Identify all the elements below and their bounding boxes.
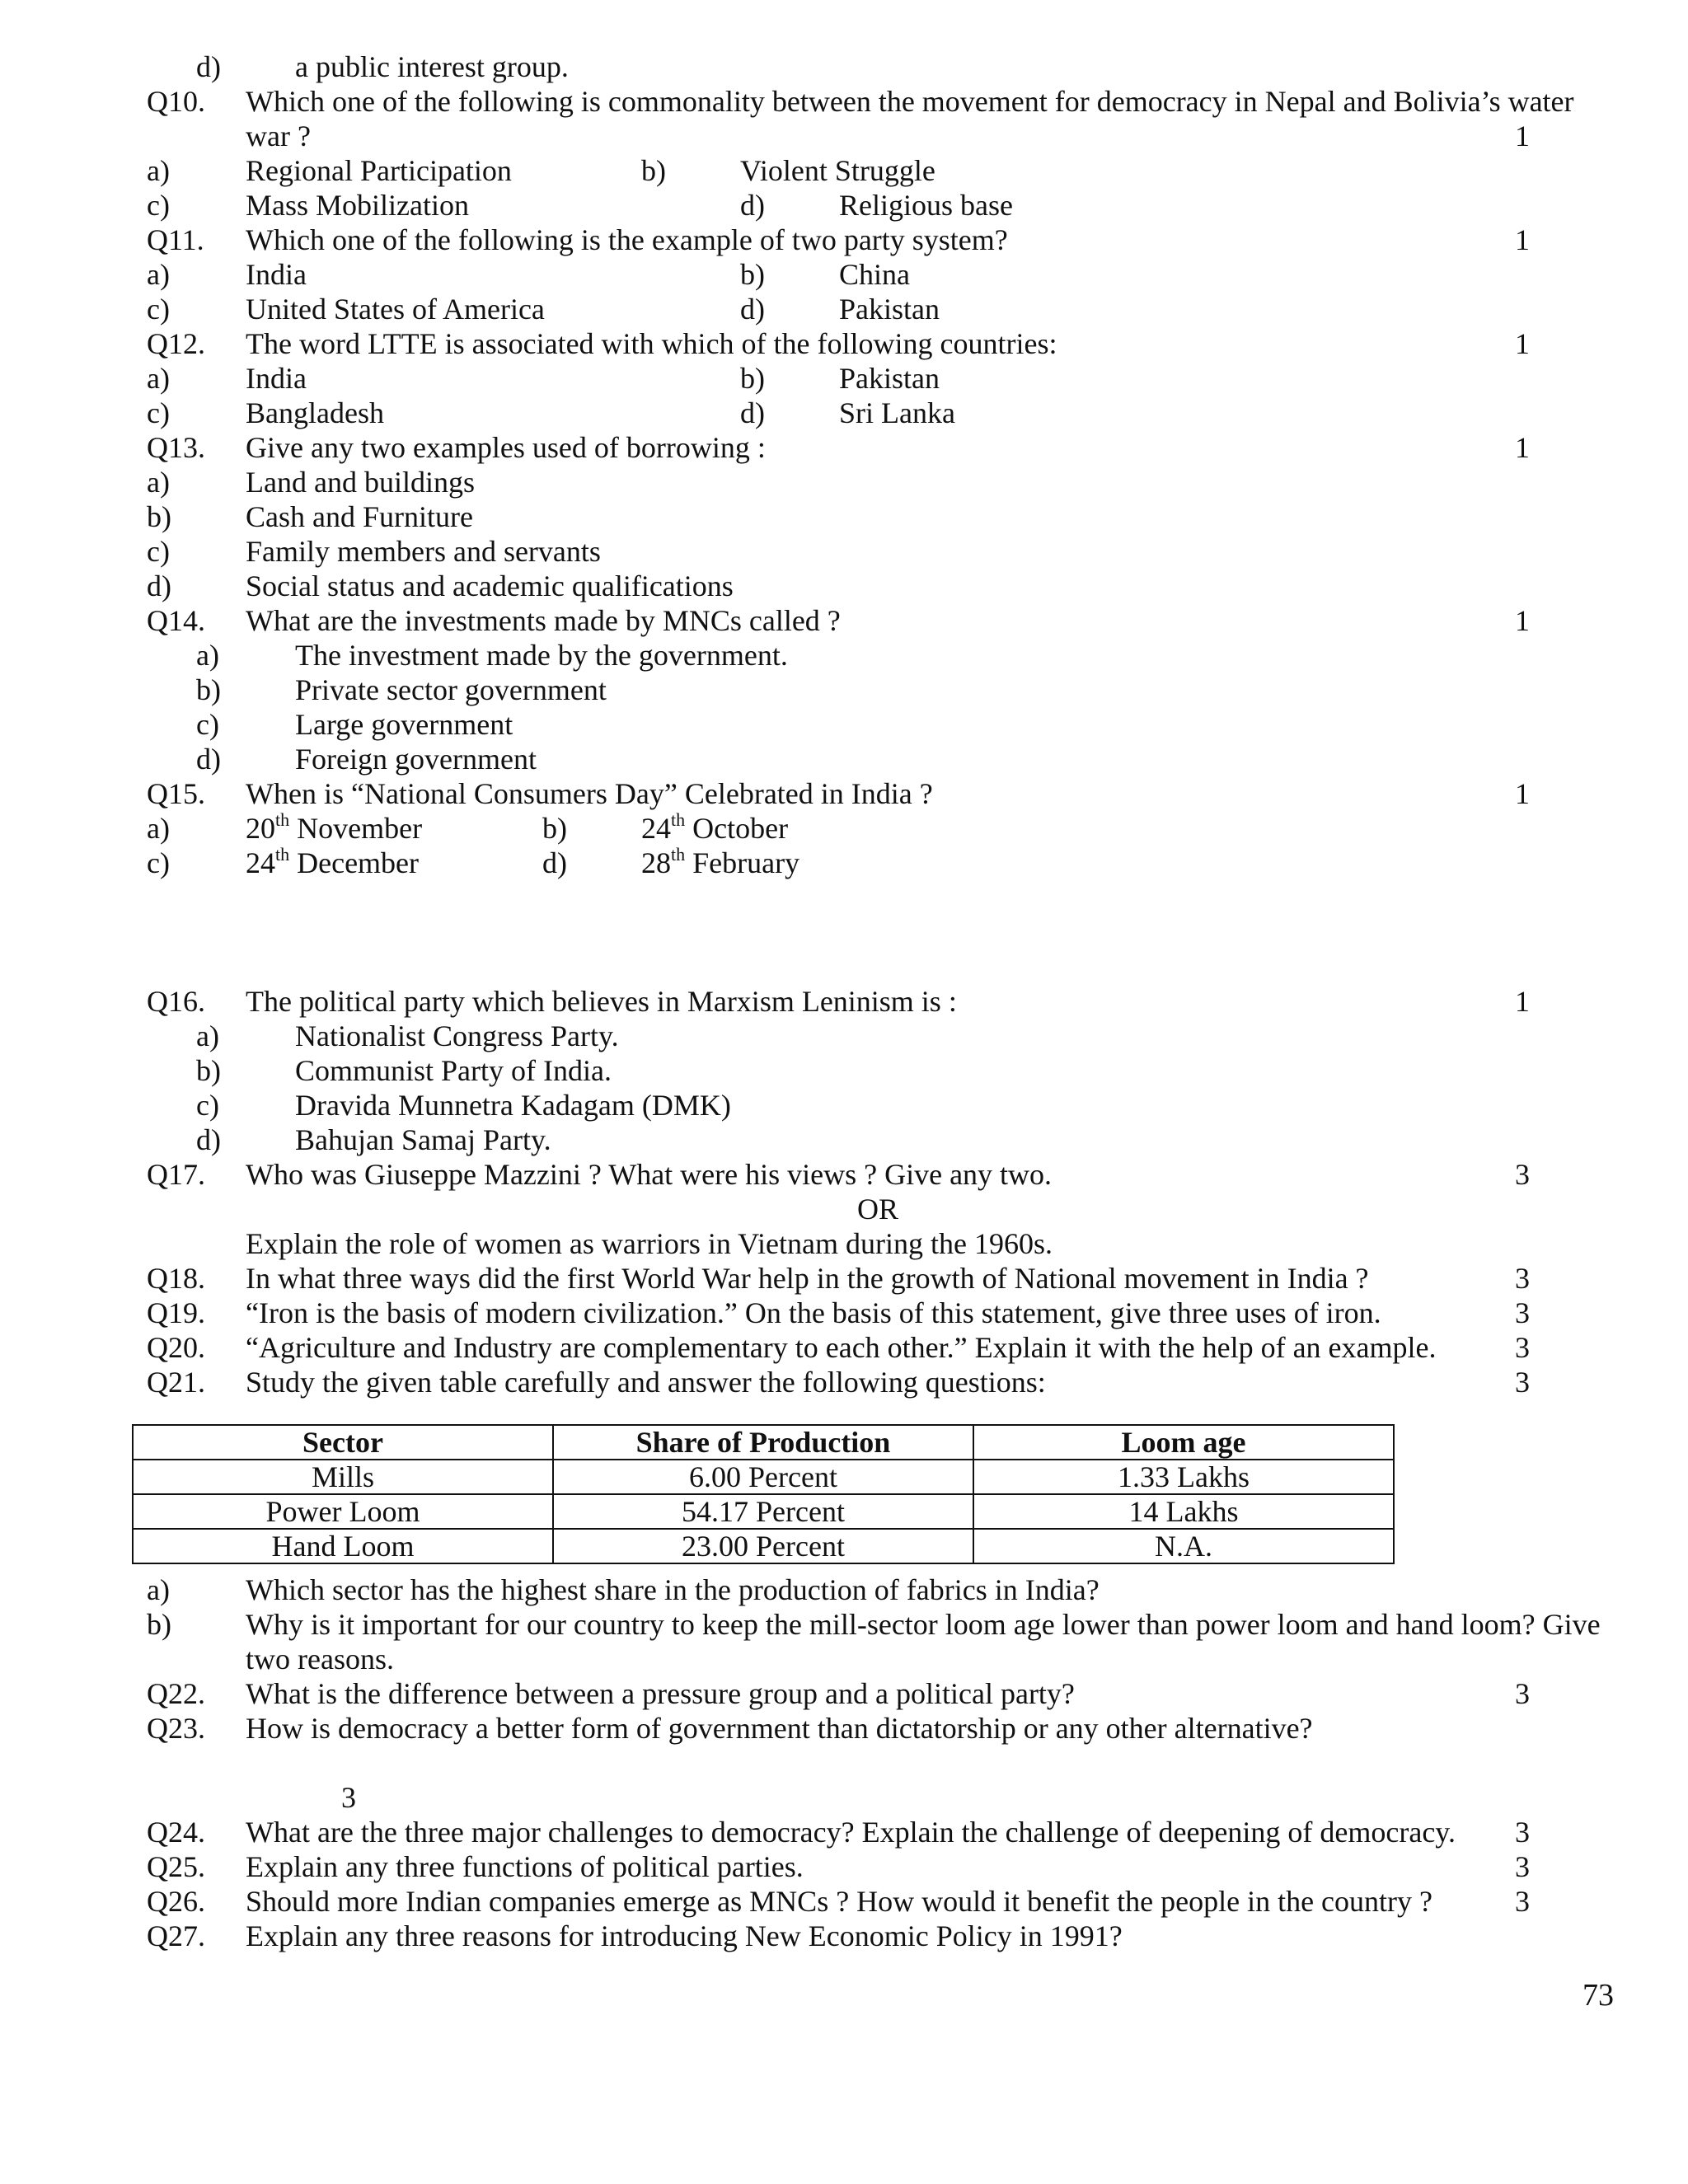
question-q12 [0, 326, 1688, 361]
option-label: b) [740, 258, 765, 291]
question-text: Who was Giuseppe Mazzini ? What were his views ? Give any two. [246, 1158, 1053, 1191]
option-row [0, 1019, 1688, 1053]
table-row [133, 1494, 1394, 1529]
table-cell: 23.00 Percent [553, 1529, 973, 1563]
option-text: Sri Lanka [839, 396, 955, 429]
question-number: Q25. [147, 1850, 205, 1883]
option-label: d) [147, 569, 171, 602]
option-row [0, 534, 1688, 569]
marks: 1 [1515, 985, 1530, 1018]
option-label: b) [542, 812, 567, 845]
option-text: Communist Party of India. [295, 1054, 612, 1087]
option-row [0, 292, 1688, 326]
question-q25 [0, 1849, 1688, 1884]
option-text: Private sector government [295, 673, 607, 706]
option-row [0, 188, 1688, 223]
date-suffix: th [671, 844, 686, 865]
date-day: 28 [641, 846, 671, 879]
option-label: c) [147, 293, 170, 326]
option-label: b) [196, 673, 221, 706]
question-text: “Agriculture and Industry are complementary to each other.” Explain it with the help of an example. [246, 1331, 1437, 1364]
question-text: Which one of the following is commonality between the movement for democracy in Nepal and Bolivia’s water [246, 85, 1574, 118]
option-text: China [839, 258, 910, 291]
option-text: Bahujan Samaj Party. [295, 1123, 551, 1156]
marks: 3 [1515, 1885, 1530, 1918]
option-text: Pakistan [839, 293, 940, 326]
date-day: 24 [641, 812, 671, 845]
option-row [0, 638, 1688, 673]
or-divider: OR [857, 1193, 899, 1226]
question-q26 [0, 1884, 1688, 1919]
marks: 1 [1515, 604, 1530, 637]
question-q10-cont [0, 119, 1688, 153]
table-header: Sector [133, 1425, 553, 1460]
question-text: Give any two examples used of borrowing : [246, 431, 766, 464]
question-text: The political party which believes in Marxism Leninism is : [246, 985, 957, 1018]
question-q14 [0, 603, 1688, 638]
date-suffix: th [671, 809, 686, 830]
table-cell: 54.17 Percent [553, 1494, 973, 1529]
option-label: b) [641, 154, 666, 187]
option-text: Why is it important for our country to keep the mill-sector loom age lower than power loom and hand loom? Give two reasons. [246, 1608, 1601, 1675]
question-number: Q24. [147, 1816, 205, 1849]
question-number: Q11. [147, 223, 204, 256]
marks: 1 [1515, 431, 1530, 464]
option-text: The investment made by the government. [295, 639, 788, 672]
marks: 3 [1515, 1296, 1530, 1329]
question-number: Q16. [147, 985, 205, 1018]
table-row [133, 1529, 1394, 1563]
option-label: a) [147, 362, 170, 395]
question-q10 [0, 84, 1688, 119]
option-label: d) [542, 846, 567, 879]
question-q23 [0, 1711, 1688, 1746]
option-label: b) [147, 1608, 171, 1641]
marks: 3 [1515, 1850, 1530, 1883]
question-text: The word LTTE is associated with which of the following countries: [246, 327, 1057, 360]
option-text: United States of America [246, 293, 545, 326]
table-cell: 6.00 Percent [553, 1460, 973, 1494]
sub-question-row [0, 1607, 1688, 1676]
question-text: Study the given table carefully and answer the following questions: [246, 1366, 1046, 1399]
question-text: war ? [246, 120, 311, 152]
question-number: Q23. [147, 1712, 205, 1745]
option-label: c) [147, 396, 170, 429]
date-month: December [297, 846, 420, 879]
question-q22 [0, 1676, 1688, 1711]
option-text: Religious base [839, 189, 1013, 222]
option-text: Regional Participation [246, 154, 512, 187]
option-text [641, 811, 788, 846]
option-text: Family members and servants [246, 535, 601, 568]
question-text: In what three ways did the first World War help in the growth of National movement in India ? [246, 1262, 1369, 1295]
question-number: Q12. [147, 327, 205, 360]
question-text: Explain any three reasons for introducing New Economic Policy in 1991? [246, 1919, 1123, 1952]
question-q17 [0, 1157, 1688, 1192]
option-label: a) [196, 639, 219, 672]
question-q13 [0, 430, 1688, 465]
marks: 3 [1515, 1158, 1530, 1191]
date-day: 20 [246, 812, 275, 845]
question-number: Q10. [147, 85, 205, 118]
table-cell: Mills [133, 1460, 553, 1494]
table-cell: 1.33 Lakhs [973, 1460, 1394, 1494]
date-month: November [297, 812, 423, 845]
question-text: What is the difference between a pressure group and a political party? [246, 1677, 1075, 1710]
date-suffix: th [275, 809, 290, 830]
option-row [0, 742, 1688, 776]
marks: 1 [1515, 327, 1530, 360]
option-text: Nationalist Congress Party. [295, 1019, 619, 1052]
option-label: d) [740, 396, 765, 429]
option-label: a) [196, 1019, 219, 1052]
option-text: a public interest group. [295, 50, 569, 83]
question-text: What are the investments made by MNCs called ? [246, 604, 841, 637]
option-label: d) [196, 1123, 221, 1156]
option-label: a) [147, 258, 170, 291]
option-label: a) [147, 466, 170, 499]
marks: 3 [1515, 1262, 1530, 1295]
question-number: Q27. [147, 1919, 205, 1952]
question-number: Q21. [147, 1366, 205, 1399]
question-number: Q26. [147, 1885, 205, 1918]
option-row [0, 1122, 1688, 1157]
option-row [0, 465, 1688, 499]
option-label: a) [147, 812, 170, 845]
option-text [641, 846, 799, 880]
table-cell: 14 Lakhs [973, 1494, 1394, 1529]
question-number: Q22. [147, 1677, 205, 1710]
option-text: Social status and academic qualifications [246, 569, 734, 602]
question-number: Q14. [147, 604, 205, 637]
loom-table [132, 1424, 1395, 1564]
option-text [246, 811, 422, 846]
date-month: October [692, 812, 789, 845]
question-number: Q20. [147, 1331, 205, 1364]
option-text: Large government [295, 708, 513, 741]
option-row [0, 1053, 1688, 1088]
question-q20 [0, 1330, 1688, 1365]
marks: 3 [1515, 1816, 1530, 1849]
option-text: Foreign government [295, 743, 537, 776]
option-row [0, 257, 1688, 292]
option-row [0, 846, 1688, 880]
marks: 1 [1515, 120, 1530, 152]
question-text: Explain any three functions of political parties. [246, 1850, 804, 1883]
date-day: 24 [246, 846, 275, 879]
table-header: Share of Production [553, 1425, 973, 1460]
option-text: Mass Mobilization [246, 189, 469, 222]
question-q23-marks [0, 1780, 1688, 1815]
question-q16 [0, 984, 1688, 1019]
question-q21 [0, 1365, 1688, 1399]
question-q11 [0, 223, 1688, 257]
option-label: c) [147, 535, 170, 568]
date-month: February [692, 846, 800, 879]
date-suffix: th [275, 844, 290, 865]
question-q27 [0, 1919, 1688, 1953]
or-divider-row [0, 1192, 1688, 1226]
question-text: How is democracy a better form of government than dictatorship or any other alternative? [246, 1712, 1313, 1745]
marks: 1 [1515, 777, 1530, 810]
table-header: Loom age [973, 1425, 1394, 1460]
question-q18 [0, 1261, 1688, 1296]
option-text: Bangladesh [246, 396, 384, 429]
option-row [0, 153, 1688, 188]
table-cell: N.A. [973, 1529, 1394, 1563]
question-text: Which one of the following is the example of two party system? [246, 223, 1008, 256]
question-number: Q19. [147, 1296, 205, 1329]
marks: 3 [1515, 1331, 1530, 1364]
option-label: c) [147, 189, 170, 222]
question-text: Should more Indian companies emerge as MNCs ? How would it benefit the people in the country ? [246, 1885, 1432, 1918]
option-row [0, 49, 1688, 84]
marks: 3 [341, 1781, 356, 1814]
marks: 1 [1515, 223, 1530, 256]
question-number: Q18. [147, 1262, 205, 1295]
option-row [0, 673, 1688, 707]
marks: 3 [1515, 1366, 1530, 1399]
question-text: “Iron is the basis of modern civilization.” On the basis of this statement, give three uses of iron. [246, 1296, 1381, 1329]
option-label: a) [147, 154, 170, 187]
marks: 3 [1515, 1677, 1530, 1710]
option-row [0, 396, 1688, 430]
option-label: d) [740, 189, 765, 222]
option-label: a) [147, 1573, 170, 1606]
option-row [0, 499, 1688, 534]
option-row [0, 707, 1688, 742]
question-q19 [0, 1296, 1688, 1330]
question-text: Explain the role of women as warriors in Vietnam during the 1960s. [246, 1227, 1053, 1260]
option-label: c) [147, 846, 170, 879]
option-text [246, 846, 419, 880]
option-text: Violent Struggle [740, 154, 935, 187]
table-cell: Hand Loom [133, 1529, 553, 1563]
table-header-row [133, 1425, 1394, 1460]
question-text: When is “National Consumers Day” Celebrated in India ? [246, 777, 933, 810]
option-text: India [246, 258, 307, 291]
option-row [0, 361, 1688, 396]
option-row [0, 1088, 1688, 1122]
option-text: Pakistan [839, 362, 940, 395]
option-row [0, 811, 1688, 846]
table-cell: Power Loom [133, 1494, 553, 1529]
option-label: d) [196, 50, 221, 83]
question-q17-alt [0, 1226, 1688, 1261]
question-text: What are the three major challenges to democracy? Explain the challenge of deepening of democracy. [246, 1816, 1456, 1849]
question-q24 [0, 1815, 1688, 1849]
question-number: Q17. [147, 1158, 205, 1191]
table-row [133, 1460, 1394, 1494]
option-text: Which sector has the highest share in the production of fabrics in India? [246, 1573, 1100, 1606]
option-text: Cash and Furniture [246, 500, 473, 533]
question-number: Q13. [147, 431, 205, 464]
option-label: c) [196, 1089, 219, 1122]
option-label: b) [147, 500, 171, 533]
option-text: Land and buildings [246, 466, 475, 499]
option-label: d) [740, 293, 765, 326]
option-label: b) [740, 362, 765, 395]
option-text: Dravida Munnetra Kadagam (DMK) [295, 1089, 731, 1122]
option-label: c) [196, 708, 219, 741]
option-text: India [246, 362, 307, 395]
sub-question-row [0, 1572, 1688, 1607]
option-label: d) [196, 743, 221, 776]
question-number: Q15. [147, 777, 205, 810]
option-label: b) [196, 1054, 221, 1087]
question-q15 [0, 776, 1688, 811]
option-row [0, 569, 1688, 603]
page-number: 73 [1582, 1978, 1614, 2013]
